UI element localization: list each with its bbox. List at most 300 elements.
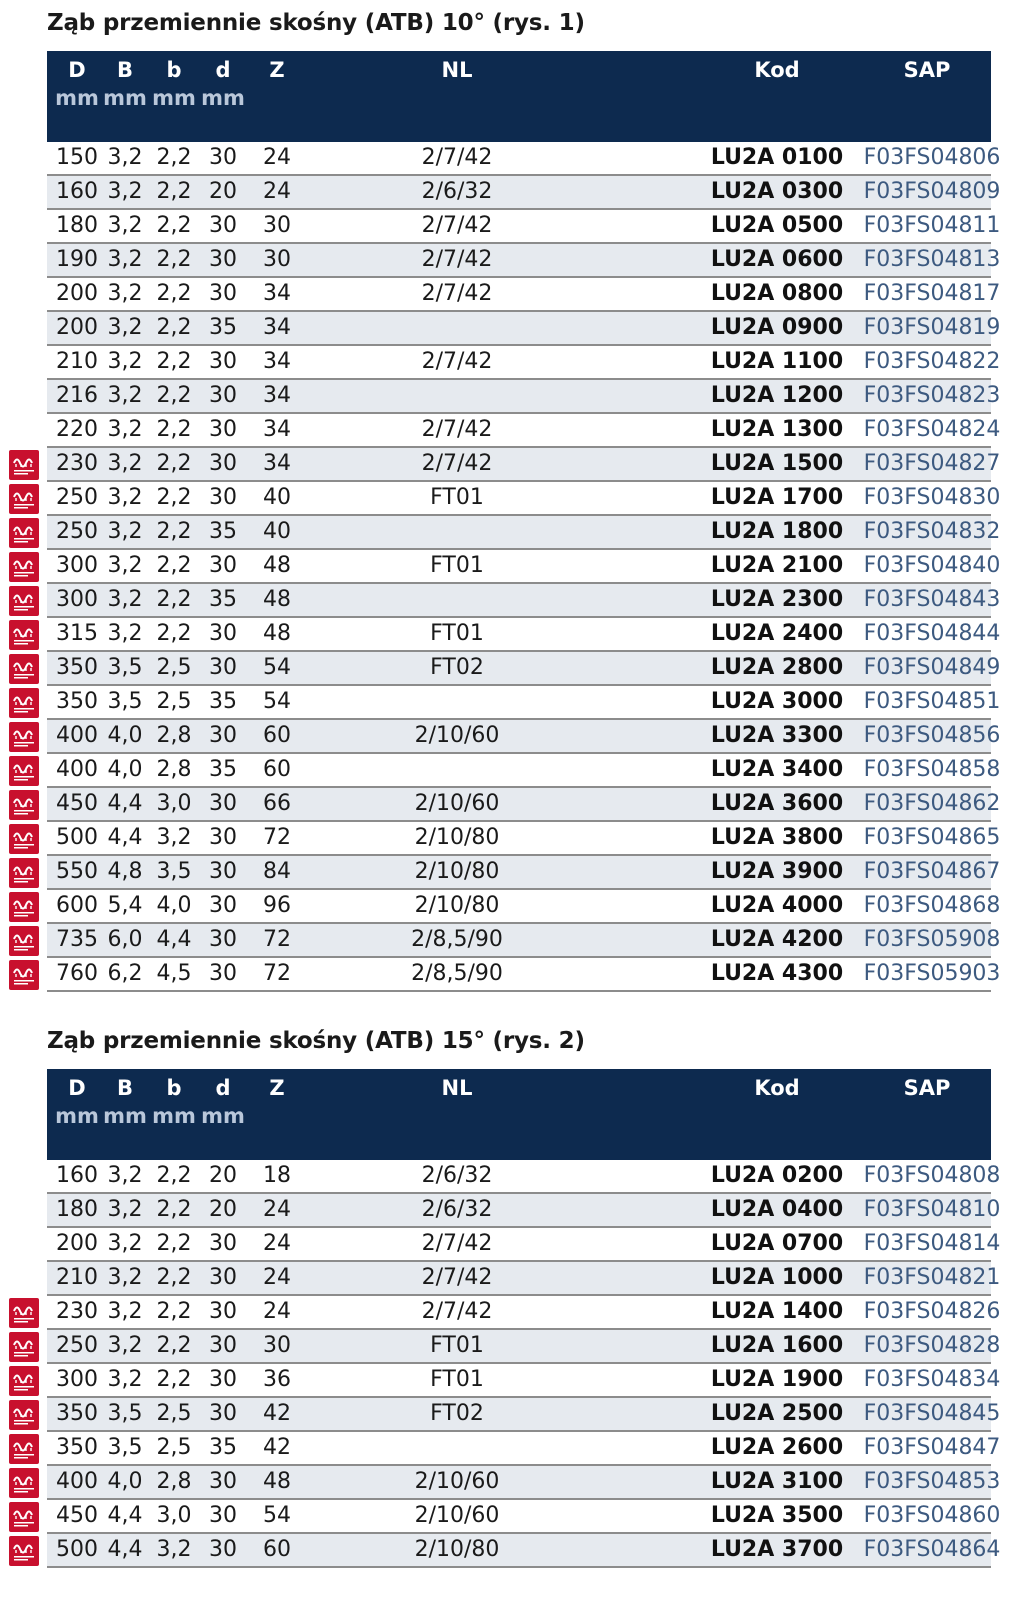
cell-b: 2,2	[156, 1367, 192, 1392]
cell-b: 4,4	[156, 927, 192, 952]
cell-D: 150	[56, 145, 98, 170]
cell-b: 2,2	[156, 519, 192, 544]
cell-SAP: F03FS04827	[863, 451, 1001, 476]
cell-SAP: F03FS04813	[863, 247, 1001, 272]
cell-NL: FT01	[430, 621, 484, 646]
table-row	[47, 1466, 1001, 1500]
cell-b: 3,0	[156, 1503, 192, 1528]
cell-B: 4,8	[107, 859, 143, 884]
cell-SAP: F03FS04853	[863, 1469, 1001, 1494]
table-row	[47, 176, 1001, 210]
cell-NL: FT01	[430, 1333, 484, 1358]
cell-b: 2,2	[156, 587, 192, 612]
anti-vibration-icon	[9, 1298, 39, 1328]
cell-D: 250	[56, 1333, 98, 1358]
anti-vibration-icon	[9, 824, 39, 854]
header-d-label: d	[215, 58, 231, 82]
cell-NL: 2/10/80	[414, 893, 500, 918]
cell-D: 160	[56, 1163, 98, 1188]
cell-b: 3,0	[156, 791, 192, 816]
cell-Z: 60	[263, 723, 291, 748]
cell-B: 3,5	[107, 1401, 143, 1426]
cell-NL: 2/10/60	[414, 791, 500, 816]
cell-Z: 66	[263, 791, 291, 816]
anti-vibration-icon	[9, 790, 39, 820]
cell-SAP: F03FS04858	[863, 757, 1001, 782]
table-row	[47, 924, 1001, 958]
cell-d: 30	[209, 1469, 237, 1494]
cell-D: 760	[56, 961, 98, 986]
header-Z: Z	[269, 1076, 285, 1100]
table-row	[47, 516, 1001, 550]
cell-b: 2,5	[156, 1435, 192, 1460]
cell-NL: FT01	[430, 1367, 484, 1392]
table-row	[47, 1500, 1001, 1534]
cell-d: 30	[209, 825, 237, 850]
cell-Z: 48	[263, 1469, 291, 1494]
header-b	[151, 1074, 197, 1130]
cell-d: 30	[209, 553, 237, 578]
cell-Z: 30	[263, 1333, 291, 1358]
cell-SAP: F03FS04843	[863, 587, 1001, 612]
section-title: Ząb przemiennie skośny (ATB) 10° (rys. 1)	[47, 10, 585, 36]
cell-Z: 40	[263, 519, 291, 544]
cell-d: 35	[209, 689, 237, 714]
cell-NL: 2/7/42	[421, 1231, 493, 1256]
cell-B: 3,2	[107, 519, 143, 544]
table-row	[47, 142, 1001, 176]
cell-B: 4,0	[107, 1469, 143, 1494]
cell-SAP: F03FS05903	[863, 961, 1001, 986]
cell-B: 3,2	[107, 1367, 143, 1392]
table-row	[47, 1228, 1001, 1262]
cell-NL: 2/10/80	[414, 1537, 500, 1562]
cell-Z: 48	[263, 553, 291, 578]
cell-SAP: F03FS04864	[863, 1537, 1001, 1562]
anti-vibration-icon	[9, 858, 39, 888]
cell-B: 3,2	[107, 1197, 143, 1222]
cell-B: 3,5	[107, 655, 143, 680]
cell-NL: 2/6/32	[421, 1163, 493, 1188]
cell-B: 3,2	[107, 1299, 143, 1324]
table-row	[47, 448, 1001, 482]
anti-vibration-icon	[9, 620, 39, 650]
cell-b: 2,2	[156, 1163, 192, 1188]
cell-d: 30	[209, 383, 237, 408]
table-body	[47, 1160, 1001, 1568]
cell-SAP: F03FS04832	[863, 519, 1001, 544]
cell-Kod: LU2A 1300	[710, 417, 844, 442]
table-row	[47, 1364, 1001, 1398]
cell-d: 30	[209, 485, 237, 510]
cell-Kod: LU2A 1100	[710, 349, 844, 374]
cell-B: 4,4	[107, 1537, 143, 1562]
table-row	[47, 1160, 1001, 1194]
cell-D: 735	[56, 927, 98, 952]
cell-NL: 2/8,5/90	[411, 961, 503, 986]
cell-NL: 2/7/42	[421, 145, 493, 170]
cell-NL: 2/10/80	[414, 859, 500, 884]
cell-b: 2,2	[156, 1333, 192, 1358]
cell-Kod: LU2A 0800	[710, 281, 844, 306]
cell-SAP: F03FS04867	[863, 859, 1001, 884]
header-d-unit: mm	[201, 86, 245, 110]
header-B	[102, 1074, 148, 1130]
table-row	[47, 1194, 1001, 1228]
cell-SAP: F03FS04828	[863, 1333, 1001, 1358]
cell-b: 2,2	[156, 349, 192, 374]
cell-B: 3,2	[107, 451, 143, 476]
cell-Z: 30	[263, 213, 291, 238]
cell-SAP: F03FS05908	[863, 927, 1001, 952]
cell-SAP: F03FS04823	[863, 383, 1001, 408]
cell-Kod: LU2A 2500	[710, 1401, 844, 1426]
cell-b: 2,5	[156, 655, 192, 680]
cell-B: 6,0	[107, 927, 143, 952]
cell-b: 4,5	[156, 961, 192, 986]
cell-B: 4,0	[107, 723, 143, 748]
cell-b: 2,8	[156, 723, 192, 748]
cell-b: 3,2	[156, 825, 192, 850]
cell-Kod: LU2A 1400	[710, 1299, 844, 1324]
anti-vibration-icon	[9, 926, 39, 956]
cell-SAP: F03FS04821	[863, 1265, 1001, 1290]
cell-Kod: LU2A 0500	[710, 213, 844, 238]
cell-B: 6,2	[107, 961, 143, 986]
cell-d: 30	[209, 213, 237, 238]
cell-Kod: LU2A 2600	[710, 1435, 844, 1460]
cell-B: 3,5	[107, 1435, 143, 1460]
cell-b: 2,5	[156, 1401, 192, 1426]
cell-Kod: LU2A 3300	[710, 723, 844, 748]
cell-B: 3,2	[107, 349, 143, 374]
cell-SAP: F03FS04810	[863, 1197, 1001, 1222]
cell-D: 350	[56, 1401, 98, 1426]
table-row	[47, 1262, 1001, 1296]
cell-d: 30	[209, 349, 237, 374]
cell-Z: 24	[263, 1197, 291, 1222]
header-D	[54, 56, 100, 112]
cell-NL: 2/10/80	[414, 825, 500, 850]
cell-d: 35	[209, 315, 237, 340]
cell-SAP: F03FS04868	[863, 893, 1001, 918]
cell-SAP: F03FS04809	[863, 179, 1001, 204]
cell-d: 30	[209, 145, 237, 170]
cell-Z: 40	[263, 485, 291, 510]
cell-NL: 2/10/60	[414, 723, 500, 748]
header-d-unit: mm	[201, 1104, 245, 1128]
cell-NL: 2/6/32	[421, 179, 493, 204]
cell-D: 350	[56, 1435, 98, 1460]
table-row	[47, 244, 1001, 278]
cell-d: 30	[209, 927, 237, 952]
cell-d: 20	[209, 179, 237, 204]
anti-vibration-icon	[9, 1502, 39, 1532]
cell-Z: 24	[263, 1299, 291, 1324]
anti-vibration-icon	[9, 1536, 39, 1566]
table-header	[47, 51, 991, 142]
cell-d: 30	[209, 655, 237, 680]
cell-D: 500	[56, 1537, 98, 1562]
cell-b: 2,2	[156, 417, 192, 442]
cell-SAP: F03FS04845	[863, 1401, 1001, 1426]
anti-vibration-icon	[9, 1434, 39, 1464]
cell-d: 30	[209, 723, 237, 748]
cell-d: 30	[209, 1401, 237, 1426]
header-D-label: D	[68, 58, 86, 82]
cell-D: 300	[56, 553, 98, 578]
header-B-unit: mm	[103, 86, 147, 110]
cell-D: 220	[56, 417, 98, 442]
table-row	[47, 720, 1001, 754]
table-row	[47, 312, 1001, 346]
cell-Kod: LU2A 3500	[710, 1503, 844, 1528]
anti-vibration-icon	[9, 756, 39, 786]
cell-NL: 2/7/42	[421, 349, 493, 374]
cell-B: 3,2	[107, 587, 143, 612]
header-SAP: SAP	[903, 58, 951, 82]
table-row	[47, 1330, 1001, 1364]
cell-SAP: F03FS04844	[863, 621, 1001, 646]
cell-Kod: LU2A 1700	[710, 485, 844, 510]
cell-SAP: F03FS04819	[863, 315, 1001, 340]
cell-d: 30	[209, 893, 237, 918]
cell-b: 3,5	[156, 859, 192, 884]
cell-Z: 84	[263, 859, 291, 884]
table-row	[47, 618, 1001, 652]
cell-Z: 34	[263, 383, 291, 408]
cell-d: 30	[209, 1333, 237, 1358]
header-b-label: b	[166, 1076, 182, 1100]
cell-d: 35	[209, 519, 237, 544]
cell-Kod: LU2A 2300	[710, 587, 844, 612]
cell-D: 400	[56, 757, 98, 782]
cell-d: 30	[209, 1537, 237, 1562]
anti-vibration-icon	[9, 518, 39, 548]
cell-Z: 34	[263, 417, 291, 442]
cell-D: 250	[56, 519, 98, 544]
cell-B: 3,2	[107, 383, 143, 408]
cell-B: 3,2	[107, 417, 143, 442]
cell-b: 2,2	[156, 485, 192, 510]
cell-SAP: F03FS04817	[863, 281, 1001, 306]
cell-Z: 54	[263, 1503, 291, 1528]
cell-d: 30	[209, 1367, 237, 1392]
anti-vibration-icon	[9, 586, 39, 616]
cell-Kod: LU2A 0400	[710, 1197, 844, 1222]
cell-d: 30	[209, 417, 237, 442]
cell-Kod: LU2A 1200	[710, 383, 844, 408]
table-row	[47, 550, 1001, 584]
header-Kod: Kod	[754, 58, 800, 82]
header-B	[102, 56, 148, 112]
cell-B: 4,4	[107, 825, 143, 850]
cell-NL: 2/7/42	[421, 247, 493, 272]
cell-b: 2,8	[156, 1469, 192, 1494]
cell-D: 600	[56, 893, 98, 918]
cell-SAP: F03FS04806	[863, 145, 1001, 170]
anti-vibration-icon	[9, 552, 39, 582]
cell-SAP: F03FS04826	[863, 1299, 1001, 1324]
cell-D: 300	[56, 1367, 98, 1392]
cell-d: 30	[209, 1265, 237, 1290]
table-row	[47, 1432, 1001, 1466]
header-b	[151, 56, 197, 112]
cell-Kod: LU2A 4000	[710, 893, 844, 918]
cell-NL: 2/10/60	[414, 1469, 500, 1494]
cell-Kod: LU2A 3100	[710, 1469, 844, 1494]
table-row	[47, 210, 1001, 244]
table-row	[47, 1398, 1001, 1432]
cell-Kod: LU2A 3700	[710, 1537, 844, 1562]
cell-Z: 34	[263, 451, 291, 476]
cell-NL: FT01	[430, 553, 484, 578]
cell-Z: 54	[263, 655, 291, 680]
cell-Z: 34	[263, 349, 291, 374]
cell-Z: 48	[263, 587, 291, 612]
cell-NL: 2/7/42	[421, 1299, 493, 1324]
cell-B: 3,2	[107, 247, 143, 272]
cell-Kod: LU2A 2400	[710, 621, 844, 646]
anti-vibration-icon	[9, 450, 39, 480]
header-Kod: Kod	[754, 1076, 800, 1100]
cell-D: 500	[56, 825, 98, 850]
cell-SAP: F03FS04847	[863, 1435, 1001, 1460]
cell-Z: 72	[263, 927, 291, 952]
cell-D: 350	[56, 689, 98, 714]
cell-NL: 2/10/60	[414, 1503, 500, 1528]
cell-Kod: LU2A 3400	[710, 757, 844, 782]
cell-Kod: LU2A 0200	[710, 1163, 844, 1188]
table-header	[47, 1069, 991, 1160]
header-D-unit: mm	[55, 1104, 99, 1128]
cell-D: 230	[56, 1299, 98, 1324]
cell-B: 3,2	[107, 1333, 143, 1358]
cell-SAP: F03FS04860	[863, 1503, 1001, 1528]
section-title: Ząb przemiennie skośny (ATB) 15° (rys. 2)	[47, 1028, 585, 1054]
cell-B: 4,0	[107, 757, 143, 782]
cell-NL: 2/7/42	[421, 1265, 493, 1290]
header-Z: Z	[269, 58, 285, 82]
cell-SAP: F03FS04830	[863, 485, 1001, 510]
cell-SAP: F03FS04814	[863, 1231, 1001, 1256]
cell-d: 30	[209, 1503, 237, 1528]
cell-D: 180	[56, 213, 98, 238]
anti-vibration-icon	[9, 654, 39, 684]
cell-Z: 24	[263, 179, 291, 204]
cell-Kod: LU2A 1800	[710, 519, 844, 544]
cell-B: 3,2	[107, 485, 143, 510]
cell-Kod: LU2A 0900	[710, 315, 844, 340]
cell-B: 3,2	[107, 281, 143, 306]
table-row	[47, 380, 1001, 414]
cell-D: 450	[56, 791, 98, 816]
header-SAP: SAP	[903, 1076, 951, 1100]
header-b-unit: mm	[152, 1104, 196, 1128]
cell-D: 450	[56, 1503, 98, 1528]
cell-Kod: LU2A 3000	[710, 689, 844, 714]
cell-NL: 2/7/42	[421, 281, 493, 306]
cell-b: 2,2	[156, 553, 192, 578]
cell-NL: FT02	[430, 655, 484, 680]
table-row	[47, 346, 1001, 380]
cell-b: 2,2	[156, 281, 192, 306]
table-row	[47, 788, 1001, 822]
cell-NL: 2/7/42	[421, 213, 493, 238]
cell-d: 30	[209, 791, 237, 816]
cell-B: 3,2	[107, 179, 143, 204]
cell-d: 30	[209, 961, 237, 986]
header-D-unit: mm	[55, 86, 99, 110]
cell-Z: 36	[263, 1367, 291, 1392]
cell-Z: 24	[263, 145, 291, 170]
cell-Z: 60	[263, 1537, 291, 1562]
anti-vibration-icon	[9, 960, 39, 990]
header-B-unit: mm	[103, 1104, 147, 1128]
cell-d: 30	[209, 1231, 237, 1256]
cell-D: 180	[56, 1197, 98, 1222]
cell-Kod: LU2A 2100	[710, 553, 844, 578]
cell-D: 350	[56, 655, 98, 680]
anti-vibration-icon	[9, 892, 39, 922]
cell-Kod: LU2A 1000	[710, 1265, 844, 1290]
cell-B: 3,2	[107, 213, 143, 238]
table-row	[47, 414, 1001, 448]
cell-Z: 60	[263, 757, 291, 782]
cell-SAP: F03FS04811	[863, 213, 1001, 238]
cell-d: 30	[209, 451, 237, 476]
cell-B: 3,2	[107, 1163, 143, 1188]
cell-Kod: LU2A 1900	[710, 1367, 844, 1392]
cell-D: 400	[56, 723, 98, 748]
header-NL: NL	[441, 58, 473, 82]
cell-B: 5,4	[107, 893, 143, 918]
header-d	[200, 1074, 246, 1130]
cell-d: 20	[209, 1163, 237, 1188]
cell-B: 3,2	[107, 621, 143, 646]
cell-Kod: LU2A 0700	[710, 1231, 844, 1256]
cell-d: 30	[209, 1299, 237, 1324]
cell-SAP: F03FS04865	[863, 825, 1001, 850]
cell-Kod: LU2A 0600	[710, 247, 844, 272]
cell-b: 2,2	[156, 1299, 192, 1324]
cell-b: 2,2	[156, 451, 192, 476]
cell-d: 35	[209, 757, 237, 782]
cell-d: 35	[209, 587, 237, 612]
table-row	[47, 958, 1001, 992]
cell-B: 3,2	[107, 1231, 143, 1256]
cell-Z: 54	[263, 689, 291, 714]
anti-vibration-icon	[9, 688, 39, 718]
table-row	[47, 754, 1001, 788]
header-d	[200, 56, 246, 112]
cell-Z: 72	[263, 961, 291, 986]
cell-SAP: F03FS04862	[863, 791, 1001, 816]
cell-b: 2,2	[156, 621, 192, 646]
cell-b: 2,2	[156, 247, 192, 272]
cell-Z: 24	[263, 1265, 291, 1290]
cell-SAP: F03FS04822	[863, 349, 1001, 374]
cell-D: 200	[56, 281, 98, 306]
table-row	[47, 890, 1001, 924]
cell-d: 30	[209, 247, 237, 272]
cell-NL: 2/7/42	[421, 417, 493, 442]
table-row	[47, 686, 1001, 720]
cell-Kod: LU2A 0100	[710, 145, 844, 170]
cell-B: 3,2	[107, 1265, 143, 1290]
cell-b: 4,0	[156, 893, 192, 918]
cell-Z: 18	[263, 1163, 291, 1188]
